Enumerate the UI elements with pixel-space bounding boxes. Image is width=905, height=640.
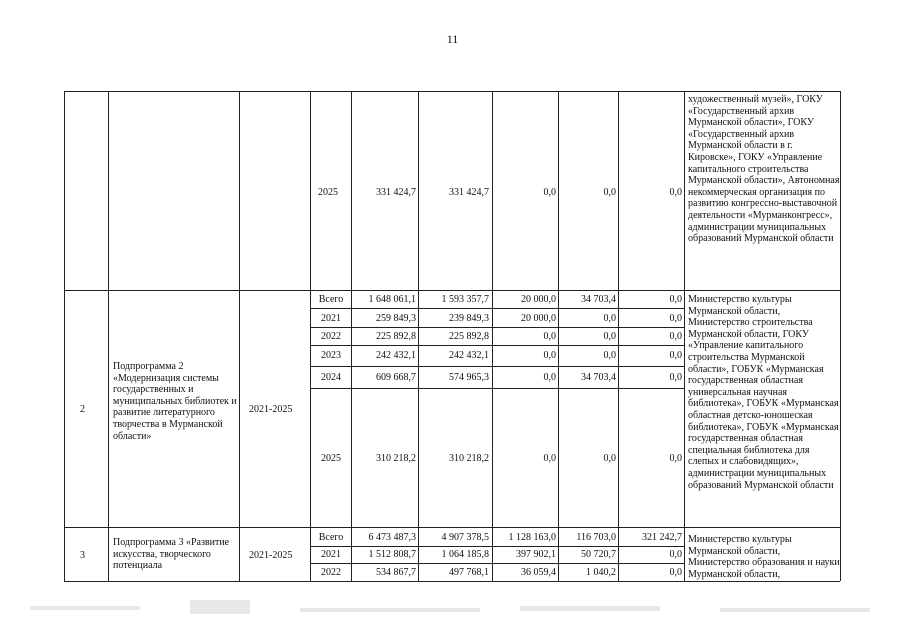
year-cell: 2022 [321, 331, 341, 342]
executors-cell: Министерство культуры Мурманской области, Министерство образования и науки Мурманской области, [688, 534, 840, 580]
value-cell-total: 331 424,7 [376, 187, 416, 198]
row-divider [311, 563, 685, 564]
value-cell-other: 0,0 [669, 372, 682, 383]
value-cell-total: 534 867,7 [376, 567, 416, 578]
period-cell: 2021-2025 [249, 550, 293, 561]
value-cell-regional: 497 768,1 [449, 567, 489, 578]
value-cell-regional: 574 965,3 [449, 372, 489, 383]
column-divider [840, 91, 841, 581]
year-cell: 2025 [321, 453, 341, 464]
value-cell-total: 6 473 487,3 [368, 532, 416, 543]
column-divider [239, 91, 240, 581]
value-cell-total: 225 892,8 [376, 331, 416, 342]
row-divider [311, 388, 685, 389]
column-divider [64, 91, 65, 581]
subprogram-name: Подпрограмма 3 «Развитие искусства, творческого потенциала [113, 537, 230, 572]
year-cell: 2022 [321, 567, 341, 578]
value-cell-federal: 0,0 [543, 372, 556, 383]
year-cell: 2021 [321, 313, 341, 324]
value-cell-local: 0,0 [603, 453, 616, 464]
row-divider [311, 546, 685, 547]
table-border-top [64, 91, 840, 92]
value-cell-regional: 242 432,1 [449, 350, 489, 361]
value-cell-local: 116 703,0 [576, 532, 616, 543]
column-divider [684, 91, 685, 581]
year-cell: Всего [318, 532, 344, 543]
value-cell-federal: 20 000,0 [521, 294, 556, 305]
value-cell-total: 1 648 061,1 [368, 294, 416, 305]
value-cell-total: 310 218,2 [376, 453, 416, 464]
row-divider [311, 308, 685, 309]
period-cell: 2021-2025 [249, 404, 293, 415]
value-cell-other: 0,0 [669, 313, 682, 324]
value-cell-local: 0,0 [603, 313, 616, 324]
value-cell-regional: 1 064 185,8 [441, 549, 489, 560]
value-cell-other: 321 242,7 [642, 532, 682, 543]
value-cell-federal: 0,0 [543, 187, 556, 198]
value-cell-local: 0,0 [603, 187, 616, 198]
value-cell-total: 242 432,1 [376, 350, 416, 361]
value-cell-other: 0,0 [669, 294, 682, 305]
column-divider [108, 91, 109, 581]
value-cell-other: 0,0 [669, 350, 682, 361]
subprogram-name: Подпрограмма 2 «Модернизация системы государственных и муниципальных библиотек и развитие литературного творчества в Мурманской области» [113, 361, 237, 442]
value-cell-total: 1 512 808,7 [368, 549, 416, 560]
year-cell: 2023 [321, 350, 341, 361]
value-cell-other: 0,0 [669, 187, 682, 198]
scan-noise [300, 608, 480, 612]
value-cell-regional: 225 892,8 [449, 331, 489, 342]
value-cell-federal: 1 128 163,0 [508, 532, 556, 543]
row-number: 2 [80, 404, 85, 415]
scan-noise [190, 600, 250, 614]
row-divider [311, 366, 685, 367]
value-cell-local: 34 703,4 [581, 294, 616, 305]
row-divider [64, 290, 840, 291]
value-cell-federal: 0,0 [543, 331, 556, 342]
value-cell-other: 0,0 [669, 549, 682, 560]
scan-noise [720, 608, 870, 612]
value-cell-regional: 331 424,7 [449, 187, 489, 198]
year-cell: 2021 [321, 549, 341, 560]
row-divider [311, 327, 685, 328]
scan-noise [30, 606, 140, 610]
value-cell-local: 50 720,7 [581, 549, 616, 560]
value-cell-total: 609 668,7 [376, 372, 416, 383]
value-cell-local: 0,0 [603, 331, 616, 342]
value-cell-federal: 0,0 [543, 453, 556, 464]
executors-cell: Министерство культуры Мурманской области, Министерство строительства Мурманской области, ГОКУ «Управление капитального строительства Мурманской области», ГОБУК «Мурманская государственная областная универсальная научная библиотека», ГОБУК «Мурманская областная детско-юношеская библиотека», ГОБУК «Мурманская государственная областная специальная библиотека для слепых и слабовидящих», администрации муниципальных образований Мурманской области [688, 294, 839, 491]
scan-noise [520, 606, 660, 611]
value-cell-other: 0,0 [669, 567, 682, 578]
value-cell-other: 0,0 [669, 453, 682, 464]
value-cell-local: 1 040,2 [586, 567, 616, 578]
value-cell-regional: 310 218,2 [449, 453, 489, 464]
value-cell-local: 34 703,4 [581, 372, 616, 383]
year-cell: 2024 [321, 372, 341, 383]
value-cell-regional: 1 593 357,7 [441, 294, 489, 305]
value-cell-other: 0,0 [669, 331, 682, 342]
value-cell-local: 0,0 [603, 350, 616, 361]
value-cell-regional: 4 907 378,5 [441, 532, 489, 543]
row-divider [64, 527, 840, 528]
row-number: 3 [80, 550, 85, 561]
year-cell: 2025 [318, 187, 338, 198]
row-divider [311, 345, 685, 346]
value-cell-federal: 36 059,4 [521, 567, 556, 578]
value-cell-federal: 0,0 [543, 350, 556, 361]
year-cell: Всего [318, 294, 344, 305]
table-border-bottom [64, 581, 840, 582]
executors-cell: художественный музей», ГОКУ «Государственный архив Мурманской области», ГОКУ «Государственный архив Мурманской области в г. Кировске», ГОКУ «Управление капитального строительства Мурманской области», Автономная некоммерческая организация по развитию конгрессно-выставочной деятельности «Мурманконгресс», администрации муниципальных образований Мурманской области [688, 94, 840, 245]
page-number: 11 [446, 32, 459, 46]
value-cell-federal: 20 000,0 [521, 313, 556, 324]
value-cell-federal: 397 902,1 [516, 549, 556, 560]
value-cell-total: 259 849,3 [376, 313, 416, 324]
value-cell-regional: 239 849,3 [449, 313, 489, 324]
